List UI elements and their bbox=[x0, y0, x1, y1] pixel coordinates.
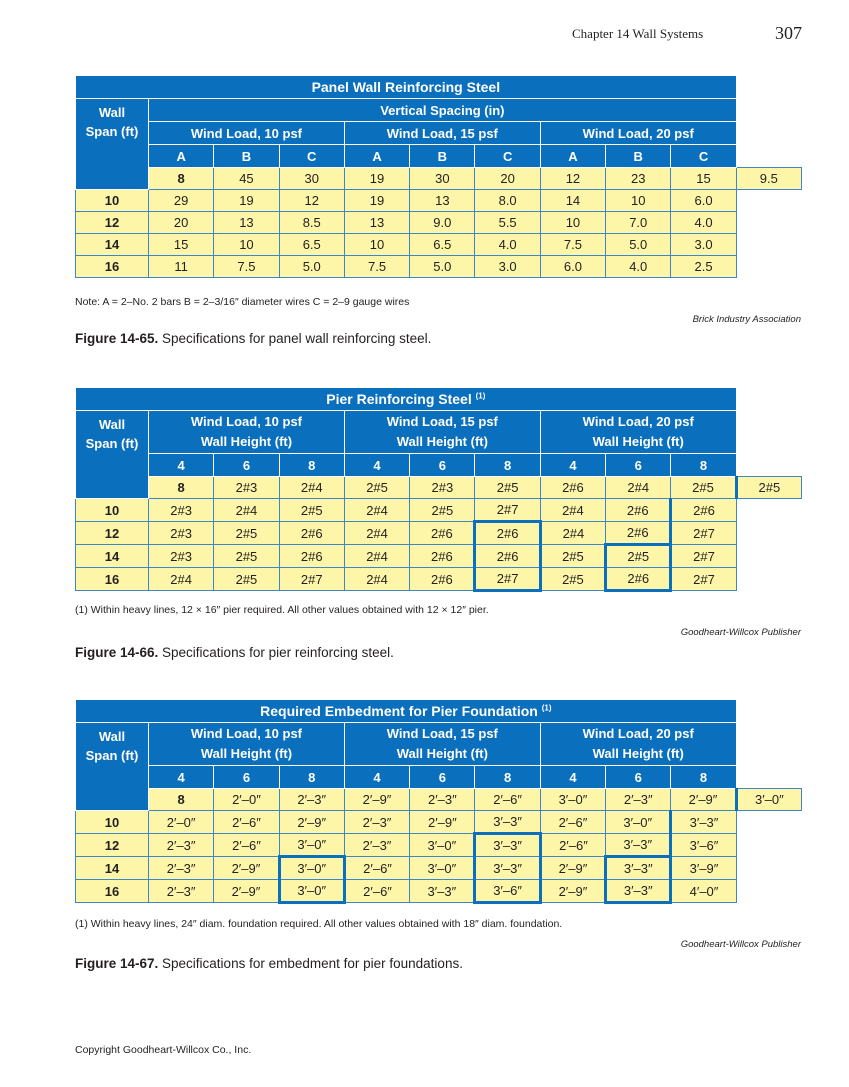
value-cell: 2#3 bbox=[149, 499, 214, 522]
value-cell: 2#5 bbox=[344, 477, 409, 499]
column-header: C bbox=[671, 145, 736, 168]
value-cell: 5.0 bbox=[410, 256, 475, 278]
value-cell: 2′–0″ bbox=[214, 789, 279, 811]
wall-span-cell: 10 bbox=[76, 190, 149, 212]
value-cell: 3′–0″ bbox=[606, 811, 671, 834]
column-header: 8 bbox=[671, 766, 736, 789]
table-note: Note: A = 2–No. 2 bars B = 2–3/16″ diameter wires C = 2–9 gauge wires bbox=[75, 296, 410, 308]
value-cell: 11 bbox=[149, 256, 214, 278]
table-title bbox=[76, 76, 737, 99]
column-header: 4 bbox=[344, 766, 409, 789]
value-cell: 2#6 bbox=[410, 522, 475, 545]
value-cell: 2#6 bbox=[475, 522, 540, 545]
page-number: 307 bbox=[775, 23, 802, 43]
figure-caption bbox=[75, 331, 431, 346]
wall-height-label: Wall Height (ft) bbox=[396, 746, 488, 761]
value-cell: 5.0 bbox=[606, 234, 671, 256]
wind-load-label: Wind Load, 15 psf bbox=[386, 414, 498, 429]
value-cell: 3′–3″ bbox=[606, 857, 671, 880]
wall-span-header bbox=[76, 411, 149, 499]
value-cell: 2#6 bbox=[279, 522, 344, 545]
title-text: Required Embedment for Pier Foundation bbox=[260, 703, 538, 719]
value-cell: 2′–6″ bbox=[214, 811, 279, 834]
value-cell: 3′–0″ bbox=[540, 789, 605, 811]
value-cell: 2′–9″ bbox=[214, 880, 279, 903]
table-row bbox=[76, 212, 802, 234]
caption-text: Specifications for panel wall reinforcing steel. bbox=[158, 331, 432, 346]
table-row bbox=[76, 811, 802, 834]
value-cell: 3′–3″ bbox=[475, 834, 540, 857]
value-cell: 2#5 bbox=[475, 477, 540, 499]
wind-load-header bbox=[344, 723, 540, 766]
header-line: Wall bbox=[98, 729, 126, 744]
column-header: 8 bbox=[279, 766, 344, 789]
value-cell: 2#7 bbox=[671, 568, 736, 591]
wall-span-cell: 16 bbox=[76, 256, 149, 278]
column-header: C bbox=[475, 145, 540, 168]
value-cell: 2#5 bbox=[540, 568, 605, 591]
value-cell: 23 bbox=[606, 168, 671, 190]
source-credit: Goodheart-Willcox Publisher bbox=[680, 627, 801, 638]
value-cell: 2′–9″ bbox=[540, 880, 605, 903]
column-header: 6 bbox=[606, 766, 671, 789]
table-row bbox=[76, 190, 802, 212]
value-cell: 3′–9″ bbox=[671, 857, 736, 880]
value-cell: 2#6 bbox=[671, 499, 736, 522]
table-row bbox=[76, 256, 802, 278]
value-cell: 2#3 bbox=[214, 477, 279, 499]
value-cell: 6.5 bbox=[410, 234, 475, 256]
source-credit: Goodheart-Willcox Publisher bbox=[680, 939, 801, 950]
value-cell: 15 bbox=[671, 168, 736, 190]
wall-span-cell: 10 bbox=[76, 811, 149, 834]
value-cell: 3′–0″ bbox=[279, 857, 344, 880]
wall-span-cell: 8 bbox=[149, 789, 214, 811]
column-header: C bbox=[279, 145, 344, 168]
value-cell: 4.0 bbox=[671, 212, 736, 234]
value-cell: 2#5 bbox=[410, 499, 475, 522]
value-cell: 2′–3″ bbox=[606, 789, 671, 811]
value-cell: 2#7 bbox=[475, 568, 540, 591]
title-text: Pier Reinforcing Steel bbox=[326, 391, 472, 407]
column-header: 8 bbox=[475, 766, 540, 789]
value-cell: 4.0 bbox=[475, 234, 540, 256]
wind-load-label: Wind Load, 20 psf bbox=[582, 726, 694, 741]
wall-height-label: Wall Height (ft) bbox=[592, 746, 684, 761]
value-cell: 2#4 bbox=[540, 499, 605, 522]
value-cell: 2′–9″ bbox=[410, 811, 475, 834]
wind-load-label: Wind Load, 10 psf bbox=[190, 726, 302, 741]
value-cell: 13 bbox=[344, 212, 409, 234]
wind-load-label: Wind Load, 10 psf bbox=[190, 414, 302, 429]
table-title bbox=[76, 388, 737, 411]
wind-load-header bbox=[149, 723, 345, 766]
column-header: B bbox=[410, 145, 475, 168]
value-cell: 7.5 bbox=[214, 256, 279, 278]
value-cell: 2#4 bbox=[279, 477, 344, 499]
wall-height-label: Wall Height (ft) bbox=[200, 746, 293, 761]
wall-height-label: Wall Height (ft) bbox=[396, 434, 488, 449]
value-cell: 2#5 bbox=[540, 545, 605, 568]
value-cell: 2#4 bbox=[149, 568, 214, 591]
footnote-marker: (1) bbox=[541, 703, 552, 713]
value-cell: 3′–6″ bbox=[671, 834, 736, 857]
figure-number: Figure 14-67. bbox=[75, 956, 159, 971]
value-cell: 12 bbox=[540, 168, 605, 190]
value-cell: 2′–6″ bbox=[540, 811, 605, 834]
wall-span-cell: 12 bbox=[76, 834, 149, 857]
value-cell: 2′–0″ bbox=[149, 811, 214, 834]
column-header: 8 bbox=[671, 454, 736, 477]
spec-table bbox=[75, 700, 802, 904]
value-cell: 7.0 bbox=[606, 212, 671, 234]
value-cell: 2′–3″ bbox=[344, 811, 409, 834]
value-cell: 2#5 bbox=[736, 477, 801, 499]
table-row bbox=[76, 499, 802, 522]
wind-load-header: Wind Load, 20 psf bbox=[540, 122, 736, 145]
wall-span-cell: 14 bbox=[76, 234, 149, 256]
value-cell: 3′–0″ bbox=[410, 834, 475, 857]
wall-span-cell: 14 bbox=[76, 857, 149, 880]
value-cell: 2#6 bbox=[279, 545, 344, 568]
value-cell: 2#4 bbox=[214, 499, 279, 522]
wind-load-label: Wind Load, 15 psf bbox=[386, 726, 498, 741]
value-cell: 2′–9″ bbox=[344, 789, 409, 811]
table-row bbox=[76, 789, 802, 811]
table-row bbox=[76, 857, 802, 880]
value-cell: 45 bbox=[214, 168, 279, 190]
value-cell: 2′–3″ bbox=[149, 857, 214, 880]
wind-load-header bbox=[149, 411, 345, 454]
value-cell: 2′–3″ bbox=[279, 789, 344, 811]
footnote-marker: (1) bbox=[475, 391, 486, 401]
value-cell: 7.5 bbox=[344, 256, 409, 278]
value-cell: 2′–6″ bbox=[344, 880, 409, 903]
value-cell: 3′–0″ bbox=[279, 834, 344, 857]
header-line: Span (ft) bbox=[85, 748, 139, 763]
value-cell: 2′–3″ bbox=[344, 834, 409, 857]
wind-load-header bbox=[540, 723, 736, 766]
value-cell: 4.0 bbox=[606, 256, 671, 278]
value-cell: 3′–3″ bbox=[475, 811, 540, 834]
value-cell: 2′–9″ bbox=[214, 857, 279, 880]
wall-span-cell: 16 bbox=[76, 880, 149, 903]
vertical-spacing-header: Vertical Spacing (in) bbox=[149, 99, 737, 122]
value-cell: 2#7 bbox=[671, 545, 736, 568]
value-cell: 2#4 bbox=[540, 522, 605, 545]
column-header: 6 bbox=[214, 454, 279, 477]
value-cell: 2#4 bbox=[344, 522, 409, 545]
value-cell: 3′–3″ bbox=[410, 880, 475, 903]
table-note: (1) Within heavy lines, 24″ diam. foundation required. All other values obtained with 18″ diam. foundation. bbox=[75, 918, 563, 930]
column-header: 8 bbox=[279, 454, 344, 477]
column-header: A bbox=[344, 145, 409, 168]
value-cell: 6.0 bbox=[671, 190, 736, 212]
wind-load-label: Wind Load, 20 psf bbox=[582, 414, 694, 429]
value-cell: 19 bbox=[344, 168, 409, 190]
value-cell: 2#3 bbox=[149, 545, 214, 568]
column-header: 4 bbox=[540, 454, 605, 477]
value-cell: 30 bbox=[279, 168, 344, 190]
spec-table bbox=[75, 76, 802, 278]
value-cell: 2′–9″ bbox=[540, 857, 605, 880]
column-header: B bbox=[214, 145, 279, 168]
caption-text: Specifications for pier reinforcing steel. bbox=[158, 645, 394, 660]
column-header: 6 bbox=[410, 454, 475, 477]
wall-span-cell: 8 bbox=[149, 477, 214, 499]
source-credit: Brick Industry Association bbox=[692, 314, 801, 325]
value-cell: 2′–3″ bbox=[410, 789, 475, 811]
value-cell: 29 bbox=[149, 190, 214, 212]
table-note: (1) Within heavy lines, 12 × 16″ pier required. All other values obtained with 12 × 12″ pier. bbox=[75, 604, 489, 616]
running-header bbox=[572, 23, 802, 43]
figure-number: Figure 14-66. bbox=[75, 645, 159, 660]
chapter-title: Chapter 14 Wall Systems bbox=[572, 26, 704, 41]
value-cell: 2′–6″ bbox=[214, 834, 279, 857]
value-cell: 2#7 bbox=[671, 522, 736, 545]
wind-load-header bbox=[540, 411, 736, 454]
value-cell: 3′–0″ bbox=[410, 857, 475, 880]
value-cell: 2#5 bbox=[214, 568, 279, 591]
value-cell: 2′–3″ bbox=[149, 880, 214, 903]
value-cell: 8.0 bbox=[475, 190, 540, 212]
value-cell: 2#6 bbox=[606, 499, 671, 522]
value-cell: 2#5 bbox=[279, 499, 344, 522]
wall-span-cell: 14 bbox=[76, 545, 149, 568]
value-cell: 2#3 bbox=[149, 522, 214, 545]
table-row bbox=[76, 234, 802, 256]
header-line: Wall bbox=[98, 417, 126, 432]
table-row bbox=[76, 522, 802, 545]
value-cell: 9.0 bbox=[410, 212, 475, 234]
value-cell: 3′–3″ bbox=[671, 811, 736, 834]
wall-span-cell: 16 bbox=[76, 568, 149, 591]
column-header: B bbox=[606, 145, 671, 168]
column-header: 6 bbox=[214, 766, 279, 789]
wind-load-header: Wind Load, 10 psf bbox=[149, 122, 345, 145]
value-cell: 15 bbox=[149, 234, 214, 256]
value-cell: 2.5 bbox=[671, 256, 736, 278]
value-cell: 2#6 bbox=[606, 568, 671, 591]
value-cell: 3′–6″ bbox=[475, 880, 540, 903]
copyright: Copyright Goodheart-Willcox Co., Inc. bbox=[75, 1044, 252, 1056]
table-row bbox=[76, 168, 802, 190]
value-cell: 2#6 bbox=[475, 545, 540, 568]
wall-span-header bbox=[76, 723, 149, 811]
table-title bbox=[76, 700, 737, 723]
value-cell: 2#6 bbox=[410, 545, 475, 568]
value-cell: 13 bbox=[410, 190, 475, 212]
value-cell: 2#7 bbox=[279, 568, 344, 591]
value-cell: 2′–6″ bbox=[344, 857, 409, 880]
wall-span-cell: 8 bbox=[149, 168, 214, 190]
value-cell: 7.5 bbox=[540, 234, 605, 256]
value-cell: 9.5 bbox=[736, 168, 801, 190]
value-cell: 19 bbox=[214, 190, 279, 212]
caption-text: Specifications for embedment for pier foundations. bbox=[158, 956, 463, 971]
value-cell: 10 bbox=[540, 212, 605, 234]
column-header: 4 bbox=[149, 766, 214, 789]
table-row bbox=[76, 568, 802, 591]
table-row bbox=[76, 545, 802, 568]
value-cell: 2#4 bbox=[344, 545, 409, 568]
table-row bbox=[76, 834, 802, 857]
value-cell: 2′–3″ bbox=[149, 834, 214, 857]
value-cell: 3′–0″ bbox=[736, 789, 801, 811]
column-header: A bbox=[540, 145, 605, 168]
spec-table bbox=[75, 388, 802, 592]
value-cell: 13 bbox=[214, 212, 279, 234]
wind-load-header bbox=[344, 411, 540, 454]
value-cell: 3.0 bbox=[671, 234, 736, 256]
value-cell: 2#5 bbox=[214, 545, 279, 568]
value-cell: 12 bbox=[279, 190, 344, 212]
value-cell: 3′–3″ bbox=[475, 857, 540, 880]
value-cell: 2#7 bbox=[475, 499, 540, 522]
wall-span-cell: 10 bbox=[76, 499, 149, 522]
value-cell: 3′–3″ bbox=[606, 834, 671, 857]
column-header: 4 bbox=[344, 454, 409, 477]
value-cell: 14 bbox=[540, 190, 605, 212]
value-cell: 2#3 bbox=[410, 477, 475, 499]
value-cell: 2′–6″ bbox=[540, 834, 605, 857]
header-line: Wall bbox=[98, 105, 126, 120]
value-cell: 5.5 bbox=[475, 212, 540, 234]
value-cell: 2′–9″ bbox=[671, 789, 736, 811]
table-row bbox=[76, 477, 802, 499]
header-line: Span (ft) bbox=[85, 124, 139, 139]
title-text: Panel Wall Reinforcing Steel bbox=[311, 79, 501, 95]
value-cell: 2#5 bbox=[606, 545, 671, 568]
value-cell: 2#6 bbox=[540, 477, 605, 499]
wall-height-label: Wall Height (ft) bbox=[200, 434, 293, 449]
figure-number: Figure 14-65. bbox=[75, 331, 159, 346]
table-row bbox=[76, 880, 802, 903]
value-cell: 10 bbox=[214, 234, 279, 256]
value-cell: 2#5 bbox=[671, 477, 736, 499]
value-cell: 2#4 bbox=[344, 568, 409, 591]
wall-span-header bbox=[76, 99, 149, 190]
value-cell: 6.0 bbox=[540, 256, 605, 278]
value-cell: 20 bbox=[475, 168, 540, 190]
figure-caption bbox=[75, 645, 394, 660]
value-cell: 8.5 bbox=[279, 212, 344, 234]
value-cell: 10 bbox=[606, 190, 671, 212]
column-header: 6 bbox=[410, 766, 475, 789]
wind-load-header: Wind Load, 15 psf bbox=[344, 122, 540, 145]
value-cell: 5.0 bbox=[279, 256, 344, 278]
value-cell: 30 bbox=[410, 168, 475, 190]
value-cell: 2#5 bbox=[214, 522, 279, 545]
wall-height-label: Wall Height (ft) bbox=[592, 434, 684, 449]
value-cell: 2#4 bbox=[606, 477, 671, 499]
column-header: 8 bbox=[475, 454, 540, 477]
value-cell: 2′–6″ bbox=[475, 789, 540, 811]
value-cell: 2′–9″ bbox=[279, 811, 344, 834]
value-cell: 20 bbox=[149, 212, 214, 234]
column-header: 4 bbox=[149, 454, 214, 477]
value-cell: 3′–0″ bbox=[279, 880, 344, 903]
column-header: 6 bbox=[606, 454, 671, 477]
header-line: Span (ft) bbox=[85, 436, 139, 451]
value-cell: 10 bbox=[344, 234, 409, 256]
value-cell: 2#4 bbox=[344, 499, 409, 522]
value-cell: 19 bbox=[344, 190, 409, 212]
value-cell: 6.5 bbox=[279, 234, 344, 256]
value-cell: 3′–3″ bbox=[606, 880, 671, 903]
wall-span-cell: 12 bbox=[76, 212, 149, 234]
column-header: A bbox=[149, 145, 214, 168]
column-header: 4 bbox=[540, 766, 605, 789]
value-cell: 2#6 bbox=[410, 568, 475, 591]
wall-span-cell: 12 bbox=[76, 522, 149, 545]
value-cell: 2#6 bbox=[606, 522, 671, 545]
value-cell: 4′–0″ bbox=[671, 880, 736, 903]
value-cell: 3.0 bbox=[475, 256, 540, 278]
figure-caption bbox=[75, 956, 463, 971]
